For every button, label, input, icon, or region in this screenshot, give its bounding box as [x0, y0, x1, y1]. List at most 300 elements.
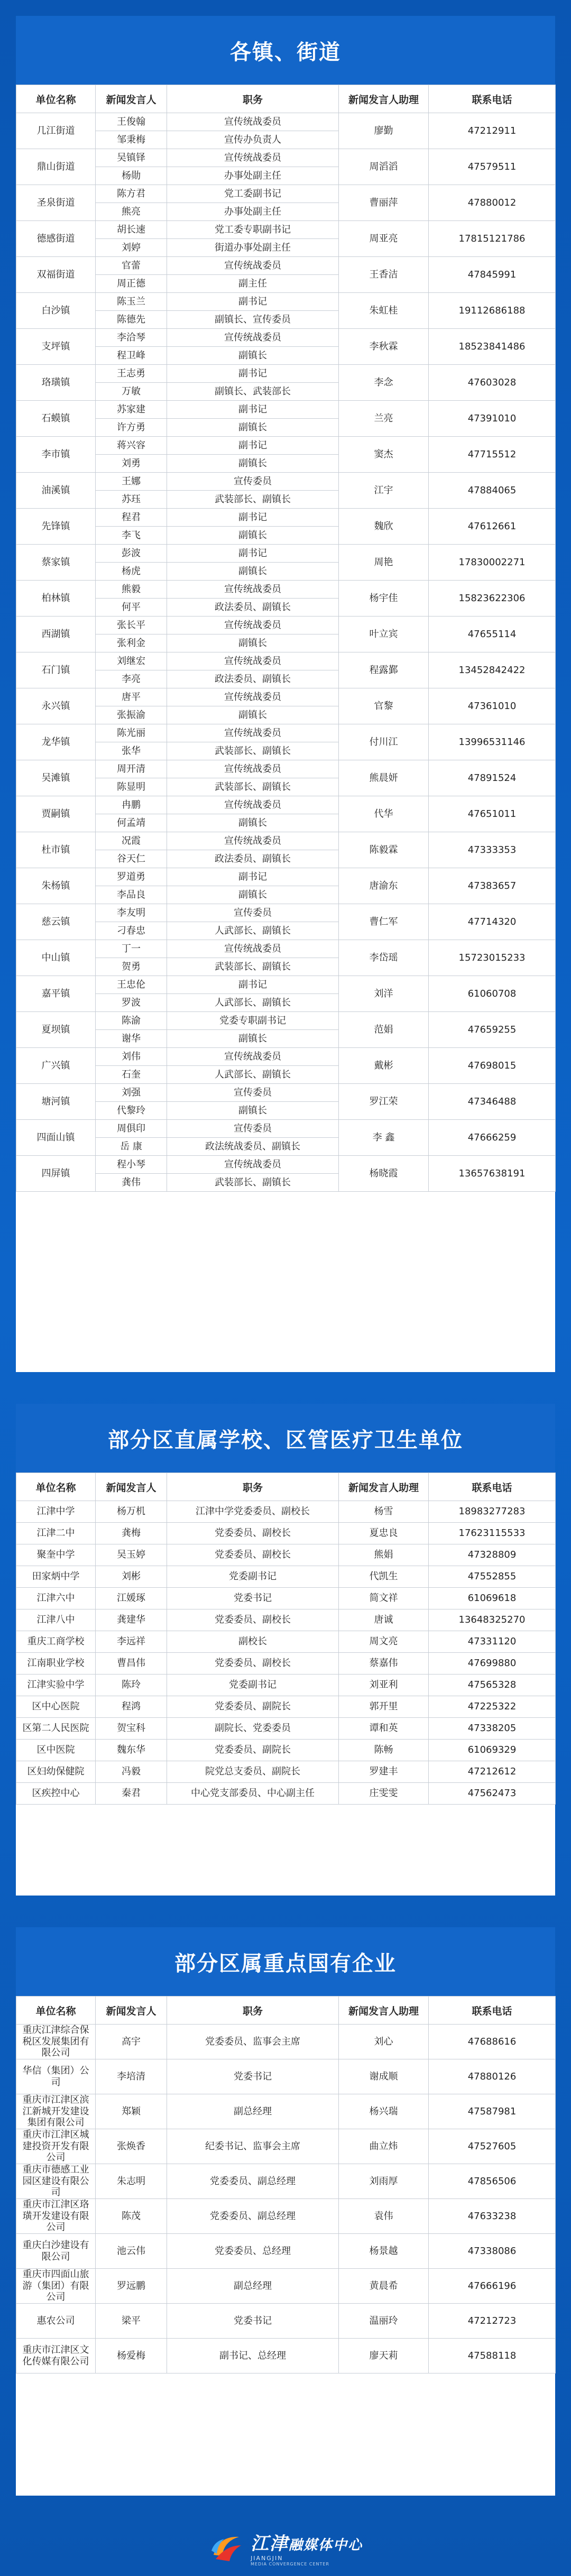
cell-assistant: 简文祥 [339, 1588, 429, 1609]
cell-unit: 龙华镇 [16, 724, 96, 760]
cell-spokesperson: 罗道勇 [96, 868, 167, 886]
table-header-row [16, 85, 556, 113]
cell-unit: 先锋镇 [16, 509, 96, 545]
table-row [16, 617, 556, 634]
cell-phone: 47212612 [429, 1761, 556, 1783]
cell-position: 宣传统战委员 [167, 1156, 339, 1174]
cell-position: 宣传统战委员 [167, 581, 339, 599]
cell-assistant: 官黎 [339, 688, 429, 724]
cell-unit: 区妇幼保健院 [16, 1761, 96, 1783]
cell-assistant: 刘洋 [339, 976, 429, 1012]
cell-phone: 17623115533 [429, 1523, 556, 1544]
cell-position: 党委委员、副院长 [167, 1696, 339, 1718]
cell-phone: 47552855 [429, 1566, 556, 1588]
cell-spokesperson: 陈玲 [96, 1675, 167, 1696]
cell-unit: 四面山镇 [16, 1120, 96, 1156]
cell-assistant: 熊娟 [339, 1544, 429, 1566]
footer [0, 2519, 571, 2576]
cell-spokesperson: 郑颖 [96, 2094, 167, 2129]
cell-phone: 47338086 [429, 2234, 556, 2269]
cell-unit: 嘉平镇 [16, 976, 96, 1012]
logo-swirl-icon [208, 2529, 245, 2566]
cell-position: 人武部长、副镇长 [167, 1066, 339, 1084]
cell-assistant: 罗江荣 [339, 1084, 429, 1120]
cell-spokesperson: 王娜 [96, 473, 167, 491]
cell-spokesperson: 龚梅 [96, 1523, 167, 1544]
cell-spokesperson: 何平 [96, 599, 167, 617]
cell-unit: 杜市镇 [16, 832, 96, 868]
cell-spokesperson: 程卫峰 [96, 347, 167, 365]
cell-position: 党委委员、副校长 [167, 1609, 339, 1631]
section-title: 部分区直属学校、区管医疗卫生单位 [108, 1428, 463, 1452]
cell-position: 副书记 [167, 401, 339, 419]
cell-phone: 47714320 [429, 904, 556, 940]
cell-spokesperson: 陈渝 [96, 1012, 167, 1030]
cell-position: 副镇长 [167, 455, 339, 473]
cell-spokesperson: 岳 康 [96, 1138, 167, 1156]
cell-unit: 圣泉街道 [16, 185, 96, 221]
section-state-enterprises [16, 1927, 555, 2496]
cell-phone: 18983277283 [429, 1501, 556, 1523]
cell-position: 副镇长、武装部长 [167, 383, 339, 401]
col-header-position: 职务 [167, 1473, 339, 1501]
table-row [16, 473, 556, 491]
cell-position: 宣传统战委员 [167, 113, 339, 131]
table-row [16, 724, 556, 742]
section-schools-hospitals [16, 1404, 555, 1896]
cell-assistant: 刘亚利 [339, 1675, 429, 1696]
cell-spokesperson: 程鸿 [96, 1696, 167, 1718]
cell-unit: 江津八中 [16, 1609, 96, 1631]
cell-position: 副书记 [167, 509, 339, 527]
col-header-unit: 单位名称 [16, 1997, 96, 2025]
cell-position: 宣传委员 [167, 473, 339, 491]
cell-assistant: 代凯生 [339, 1566, 429, 1588]
cell-position: 办事处副主任 [167, 167, 339, 185]
table-row [16, 904, 556, 922]
table-row [16, 1544, 556, 1566]
cell-position: 党委委员、副院长 [167, 1740, 339, 1761]
cell-spokesperson: 贺勇 [96, 958, 167, 976]
table-row [16, 1501, 556, 1523]
cell-spokesperson: 况霞 [96, 832, 167, 850]
table-row [16, 2234, 556, 2269]
cell-position: 党工委专职副书记 [167, 221, 339, 239]
cell-spokesperson: 张利金 [96, 634, 167, 652]
cell-position: 宣传统战委员 [167, 149, 339, 167]
table-row [16, 796, 556, 814]
cell-spokesperson: 冉鹏 [96, 796, 167, 814]
cell-position: 江津中学党委委员、副校长 [167, 1501, 339, 1523]
cell-assistant: 兰亮 [339, 401, 429, 437]
cell-position: 党委委员、副校长 [167, 1653, 339, 1675]
cell-assistant: 代华 [339, 796, 429, 832]
cell-spokesperson: 陈玉兰 [96, 293, 167, 311]
cell-unit: 华信（集团）公司 [16, 2059, 96, 2094]
cell-phone: 15823622306 [429, 581, 556, 617]
section-towns [16, 16, 555, 1372]
cell-phone: 47655114 [429, 617, 556, 652]
cell-position: 武装部长、副镇长 [167, 491, 339, 509]
table-row [16, 2199, 556, 2234]
cell-assistant: 李 鑫 [339, 1120, 429, 1156]
cell-position: 人武部长、副镇长 [167, 994, 339, 1012]
cell-position: 党委书记 [167, 2059, 339, 2094]
cell-spokesperson: 张焕香 [96, 2129, 167, 2164]
cell-position: 副书记 [167, 437, 339, 455]
cell-position: 副镇长 [167, 634, 339, 652]
cell-unit: 惠农公司 [16, 2304, 96, 2339]
cell-spokesperson: 江媛琢 [96, 1588, 167, 1609]
table-row [16, 545, 556, 563]
cell-position: 宣传统战委员 [167, 796, 339, 814]
cell-spokesperson: 熊毅 [96, 581, 167, 599]
table-row [16, 2129, 556, 2164]
table-row [16, 1012, 556, 1030]
table-row [16, 257, 556, 275]
cell-spokesperson: 周正德 [96, 275, 167, 293]
cell-assistant: 庄雯雯 [339, 1783, 429, 1805]
cell-unit: 支坪镇 [16, 329, 96, 365]
cell-assistant: 朱虹桂 [339, 293, 429, 329]
cell-phone: 47383657 [429, 868, 556, 904]
cell-position: 政法统战委员、副镇长 [167, 1138, 339, 1156]
col-header-unit: 单位名称 [16, 1473, 96, 1501]
table-row [16, 221, 556, 239]
table-row [16, 1523, 556, 1544]
col-header-phone: 联系电话 [429, 85, 556, 113]
cell-position: 宣传统战委员 [167, 257, 339, 275]
cell-spokesperson: 李友明 [96, 904, 167, 922]
cell-position: 副院长、党委委员 [167, 1718, 339, 1740]
cell-position: 宣传统战委员 [167, 832, 339, 850]
cell-spokesperson: 周俱印 [96, 1120, 167, 1138]
cell-spokesperson: 蒋兴容 [96, 437, 167, 455]
cell-spokesperson: 邹秉梅 [96, 131, 167, 149]
cell-spokesperson: 秦君 [96, 1783, 167, 1805]
cell-assistant: 周艳 [339, 545, 429, 581]
cell-assistant: 周文亮 [339, 1631, 429, 1653]
cell-position: 副镇长 [167, 706, 339, 724]
cell-spokesperson: 刘婷 [96, 239, 167, 257]
cell-phone: 47527605 [429, 2129, 556, 2164]
cell-unit: 区第二人民医院 [16, 1718, 96, 1740]
cell-spokesperson: 高宇 [96, 2025, 167, 2059]
cell-position: 武装部长、副镇长 [167, 958, 339, 976]
cell-assistant: 黄晨希 [339, 2269, 429, 2304]
schools-table [16, 1473, 556, 1805]
table-header-row [16, 1473, 556, 1501]
cell-assistant: 廖天莉 [339, 2339, 429, 2373]
cell-phone: 47880126 [429, 2059, 556, 2094]
table-row [16, 2025, 556, 2059]
cell-position: 党委书记 [167, 2304, 339, 2339]
cell-spokesperson: 王俊翰 [96, 113, 167, 131]
cell-spokesperson: 苏珏 [96, 491, 167, 509]
cell-phone: 47562473 [429, 1783, 556, 1805]
cell-unit: 德感街道 [16, 221, 96, 257]
cell-spokesperson: 贺宝科 [96, 1718, 167, 1740]
cell-unit: 塘河镇 [16, 1084, 96, 1120]
col-header-spokesperson: 新闻发言人 [96, 1997, 167, 2025]
cell-spokesperson: 许方勇 [96, 419, 167, 437]
cell-phone: 47328809 [429, 1544, 556, 1566]
cell-position: 党委委员、副校长 [167, 1544, 339, 1566]
cell-assistant: 谭和英 [339, 1718, 429, 1740]
cell-spokesperson: 彭波 [96, 545, 167, 563]
cell-unit: 贾嗣镇 [16, 796, 96, 832]
cell-spokesperson: 周开清 [96, 760, 167, 778]
cell-unit: 永兴镇 [16, 688, 96, 724]
cell-assistant: 魏欣 [339, 509, 429, 545]
cell-phone: 47856506 [429, 2164, 556, 2199]
cell-position: 党委副书记 [167, 1675, 339, 1696]
cell-position: 副镇长 [167, 1030, 339, 1048]
cell-spokesperson: 刘勇 [96, 455, 167, 473]
cell-phone: 19112686188 [429, 293, 556, 329]
cell-unit: 珞璜镇 [16, 365, 96, 401]
cell-phone: 13996531146 [429, 724, 556, 760]
table-row [16, 1696, 556, 1718]
section-header [16, 16, 555, 85]
cell-spokesperson: 李亮 [96, 670, 167, 688]
cell-unit: 朱杨镇 [16, 868, 96, 904]
cell-phone: 17815121786 [429, 221, 556, 257]
cell-phone: 47331120 [429, 1631, 556, 1653]
cell-position: 宣传统战委员 [167, 724, 339, 742]
cell-position: 副书记 [167, 293, 339, 311]
cell-position: 副镇长 [167, 563, 339, 581]
table-row [16, 509, 556, 527]
cell-phone: 47688616 [429, 2025, 556, 2059]
cell-assistant: 袁伟 [339, 2199, 429, 2234]
cell-unit: 双福街道 [16, 257, 96, 293]
cell-assistant: 戴彬 [339, 1048, 429, 1084]
cell-assistant: 周亚亮 [339, 221, 429, 257]
cell-spokesperson: 陈德先 [96, 311, 167, 329]
cell-position: 宣传统战委员 [167, 617, 339, 634]
cell-spokesperson: 谷天仁 [96, 850, 167, 868]
table-row [16, 1740, 556, 1761]
cell-unit: 油溪镇 [16, 473, 96, 509]
cell-assistant: 罗建丰 [339, 1761, 429, 1783]
cell-phone: 47612661 [429, 509, 556, 545]
table-row [16, 2094, 556, 2129]
cell-assistant: 陈畅 [339, 1740, 429, 1761]
cell-phone: 47699880 [429, 1653, 556, 1675]
cell-position: 办事处副主任 [167, 203, 339, 221]
cell-unit: 重庆白沙建设有限公司 [16, 2234, 96, 2269]
col-header-unit: 单位名称 [16, 85, 96, 113]
cell-unit: 江津中学 [16, 1501, 96, 1523]
cell-phone: 13648325270 [429, 1609, 556, 1631]
cell-unit: 中山镇 [16, 940, 96, 976]
cell-unit: 西湖镇 [16, 617, 96, 652]
cell-position: 党委委员、副校长 [167, 1523, 339, 1544]
cell-position: 政法委员、副镇长 [167, 599, 339, 617]
cell-phone: 47603028 [429, 365, 556, 401]
cell-spokesperson: 李飞 [96, 527, 167, 545]
cell-spokesperson: 谢华 [96, 1030, 167, 1048]
cell-position: 政法委员、副镇长 [167, 670, 339, 688]
table-row [16, 688, 556, 706]
cell-position: 宣传办负责人 [167, 131, 339, 149]
cell-spokesperson: 龚伟 [96, 1174, 167, 1192]
cell-position: 宣传统战委员 [167, 688, 339, 706]
logo-english: MEDIA CONVERGENCE CENTER [250, 2562, 329, 2566]
cell-spokesperson: 朱志明 [96, 2164, 167, 2199]
cell-unit: 鼎山街道 [16, 149, 96, 185]
cell-phone: 47633238 [429, 2199, 556, 2234]
cell-spokesperson: 冯毅 [96, 1761, 167, 1783]
cell-unit: 慈云镇 [16, 904, 96, 940]
cell-position: 党委委员、监事会主席 [167, 2025, 339, 2059]
cell-phone: 47338205 [429, 1718, 556, 1740]
table-row [16, 329, 556, 347]
cell-position: 党委委员、副总经理 [167, 2164, 339, 2199]
cell-spokesperson: 刘强 [96, 1084, 167, 1102]
cell-spokesperson: 丁一 [96, 940, 167, 958]
cell-phone: 47891524 [429, 760, 556, 796]
table-row [16, 1588, 556, 1609]
table-row [16, 1120, 556, 1138]
cell-spokesperson: 唐平 [96, 688, 167, 706]
cell-position: 副主任 [167, 275, 339, 293]
cell-position: 武装部长、副镇长 [167, 778, 339, 796]
cell-unit: 石门镇 [16, 652, 96, 688]
enterprises-table [16, 1996, 556, 2373]
cell-spokesperson: 罗远鹏 [96, 2269, 167, 2304]
cell-assistant: 曹丽萍 [339, 185, 429, 221]
section-title: 各镇、街道 [230, 40, 341, 65]
table-row [16, 1718, 556, 1740]
cell-position: 宣传统战委员 [167, 760, 339, 778]
cell-unit: 四屏镇 [16, 1156, 96, 1192]
cell-unit: 吴滩镇 [16, 760, 96, 796]
cell-position: 副书记 [167, 976, 339, 994]
cell-unit: 蔡家镇 [16, 545, 96, 581]
cell-phone: 13657638191 [429, 1156, 556, 1192]
cell-phone: 47666196 [429, 2269, 556, 2304]
cell-position: 党委副书记 [167, 1566, 339, 1588]
cell-unit: 区中心医院 [16, 1696, 96, 1718]
cell-spokesperson: 石奎 [96, 1066, 167, 1084]
cell-phone: 47212723 [429, 2304, 556, 2339]
cell-position: 党工委副书记 [167, 185, 339, 203]
cell-spokesperson: 李远祥 [96, 1631, 167, 1653]
table-row [16, 1084, 556, 1102]
cell-phone: 47565328 [429, 1675, 556, 1696]
cell-unit: 几江街道 [16, 113, 96, 149]
table-row [16, 868, 556, 886]
cell-position: 宣传统战委员 [167, 940, 339, 958]
cell-position: 副镇长、宣传委员 [167, 311, 339, 329]
logo-pinyin: JIANGJIN [250, 2555, 283, 2562]
cell-phone: 47212911 [429, 113, 556, 149]
cell-unit: 江津二中 [16, 1523, 96, 1544]
cell-assistant: 谢成顺 [339, 2059, 429, 2094]
cell-position: 副书记 [167, 868, 339, 886]
cell-unit: 重庆市江津区珞璜开发建设有限公司 [16, 2199, 96, 2234]
cell-unit: 区中医院 [16, 1740, 96, 1761]
cell-position: 宣传统战委员 [167, 329, 339, 347]
cell-spokesperson: 刁春忠 [96, 922, 167, 940]
cell-assistant: 杨晓霞 [339, 1156, 429, 1192]
cell-spokesperson: 陈显明 [96, 778, 167, 796]
cell-assistant: 杨宇佳 [339, 581, 429, 617]
cell-position: 副书记、总经理 [167, 2339, 339, 2373]
cell-assistant: 温丽玲 [339, 2304, 429, 2339]
table-row [16, 1048, 556, 1066]
cell-spokesperson: 陈方君 [96, 185, 167, 203]
cell-position: 宣传委员 [167, 1120, 339, 1138]
cell-assistant: 熊晨妍 [339, 760, 429, 796]
cell-position: 中心党支部委员、中心副主任 [167, 1783, 339, 1805]
cell-phone: 47715512 [429, 437, 556, 473]
cell-position: 政法委员、副镇长 [167, 850, 339, 868]
table-row [16, 401, 556, 419]
cell-position: 副总经理 [167, 2269, 339, 2304]
cell-position: 党委书记 [167, 1588, 339, 1609]
table-row [16, 1653, 556, 1675]
col-header-phone: 联系电话 [429, 1997, 556, 2025]
cell-spokesperson: 王志勇 [96, 365, 167, 383]
table-row [16, 1783, 556, 1805]
cell-spokesperson: 罗波 [96, 994, 167, 1012]
cell-phone: 47666259 [429, 1120, 556, 1156]
col-header-assistant: 新闻发言人助理 [339, 1473, 429, 1501]
col-header-spokesperson: 新闻发言人 [96, 85, 167, 113]
cell-phone: 47659255 [429, 1012, 556, 1048]
cell-spokesperson: 刘伟 [96, 1048, 167, 1066]
cell-position: 人武部长、副镇长 [167, 922, 339, 940]
cell-unit: 重庆工商学校 [16, 1631, 96, 1653]
cell-unit: 重庆市四面山旅游（集团）有限公司 [16, 2269, 96, 2304]
cell-position: 武装部长、副镇长 [167, 742, 339, 760]
cell-position: 党委专职副书记 [167, 1012, 339, 1030]
section-header [16, 1404, 555, 1473]
cell-assistant: 窦杰 [339, 437, 429, 473]
cell-unit: 石蟆镇 [16, 401, 96, 437]
cell-unit: 夏坝镇 [16, 1012, 96, 1048]
cell-assistant: 曹仁军 [339, 904, 429, 940]
media-center-logo [208, 2529, 363, 2566]
cell-spokesperson: 杨虎 [96, 563, 167, 581]
table-row [16, 2164, 556, 2199]
cell-assistant: 杨兴瑞 [339, 2094, 429, 2129]
cell-unit: 重庆市江津区城建投资开发有限公司 [16, 2129, 96, 2164]
table-row [16, 2304, 556, 2339]
cell-phone: 61069329 [429, 1740, 556, 1761]
cell-assistant: 程露鄞 [339, 652, 429, 688]
cell-position: 纪委书记、监事会主席 [167, 2129, 339, 2164]
table-row [16, 1631, 556, 1653]
cell-unit: 白沙镇 [16, 293, 96, 329]
cell-position: 党委委员、副总经理 [167, 2199, 339, 2234]
logo-title: 江津融媒体中心 [250, 2533, 363, 2554]
cell-phone: 47361010 [429, 688, 556, 724]
table-row [16, 365, 556, 383]
cell-spokesperson: 杨万机 [96, 1501, 167, 1523]
towns-table [16, 85, 556, 1192]
table-row [16, 652, 556, 670]
cell-assistant: 唐渝东 [339, 868, 429, 904]
cell-spokesperson: 吴玉婷 [96, 1544, 167, 1566]
cell-spokesperson: 张振渝 [96, 706, 167, 724]
cell-position: 宣传统战委员 [167, 1048, 339, 1066]
cell-unit: 柏林镇 [16, 581, 96, 617]
cell-position: 武装部长、副镇长 [167, 1174, 339, 1192]
